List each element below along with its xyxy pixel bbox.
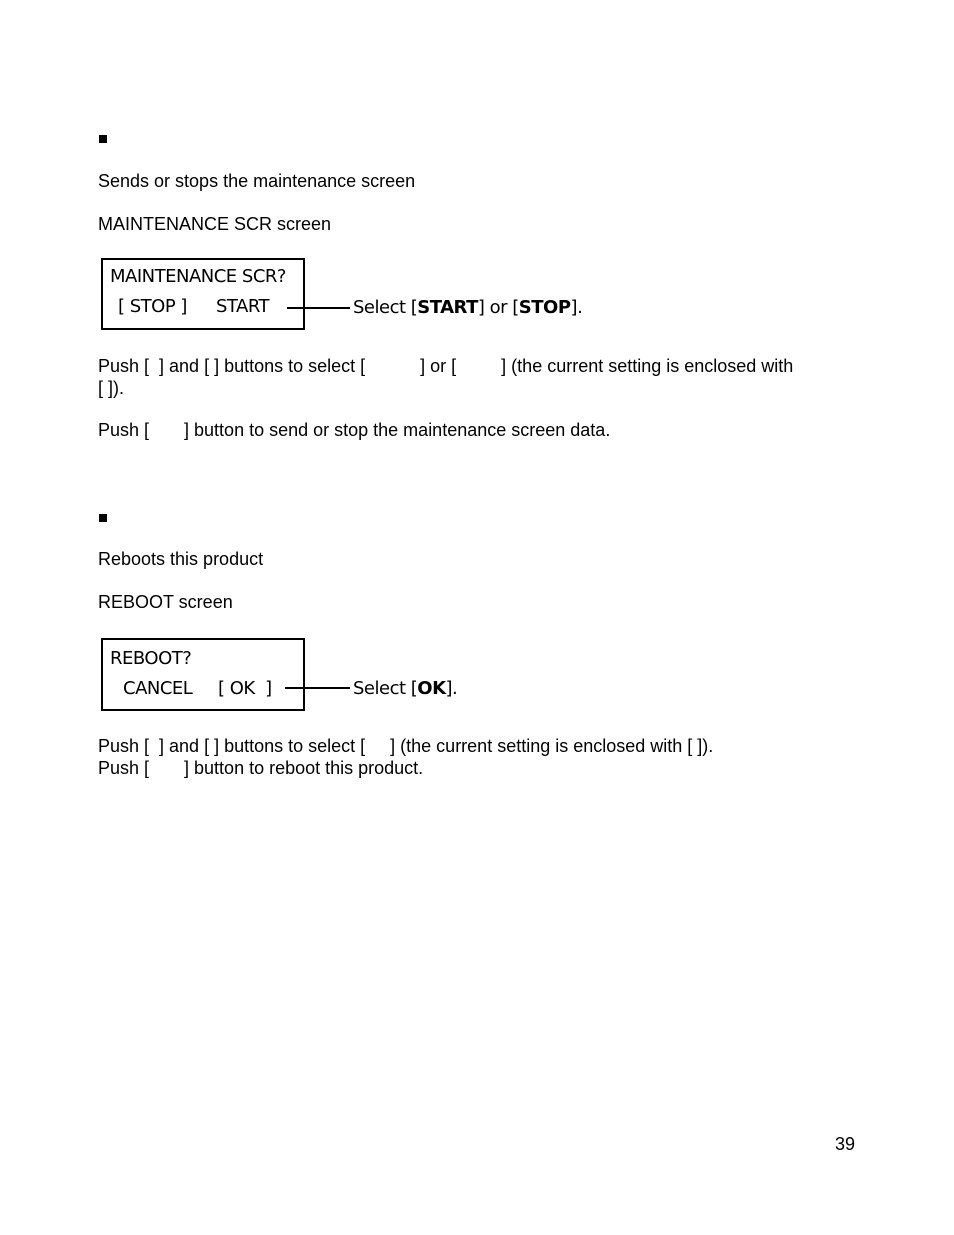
lcd-option-start: START [216,296,270,317]
section1-step2: Push [ ] button to send or stop the maintenance screen data. [98,420,611,440]
lcd-option-ok: [ OK ] [218,678,272,699]
maintenance-lcd-screen [101,258,305,330]
section1-screen-name: MAINTENANCE SCR screen [98,214,332,234]
section1-step1-line2: [ ]). [98,378,124,398]
lcd-line-1: REBOOT? [110,648,192,669]
callout-select-ok: Select [OK]. [353,678,458,699]
section2-step2: Push [ ] button to reboot this product. [98,758,424,778]
page-number: 39 [835,1134,856,1154]
lcd-option-stop: [ STOP ] [118,296,187,317]
section-bullet-1 [99,135,107,143]
lcd-line-1: MAINTENANCE SCR? [110,266,286,287]
section1-description: Sends or stops the maintenance screen [98,171,416,191]
lcd-option-cancel: CANCEL [123,678,193,699]
callout-select-start-stop: Select [START] or [STOP]. [353,297,583,318]
reboot-lcd-screen [101,638,305,711]
callout-leader-line-1 [287,307,350,309]
section2-step1: Push [ ] and [ ] buttons to select [ ] (the current setting is enclosed with [ ]). [98,736,714,756]
section2-description: Reboots this product [98,549,264,569]
section-bullet-2 [99,514,107,522]
section1-step1-line1: Push [ ] and [ ] buttons to select [ ] or [ ] (the current setting is enclosed with [98,356,794,376]
callout-leader-line-2 [285,687,350,689]
section2-screen-name: REBOOT screen [98,592,233,612]
